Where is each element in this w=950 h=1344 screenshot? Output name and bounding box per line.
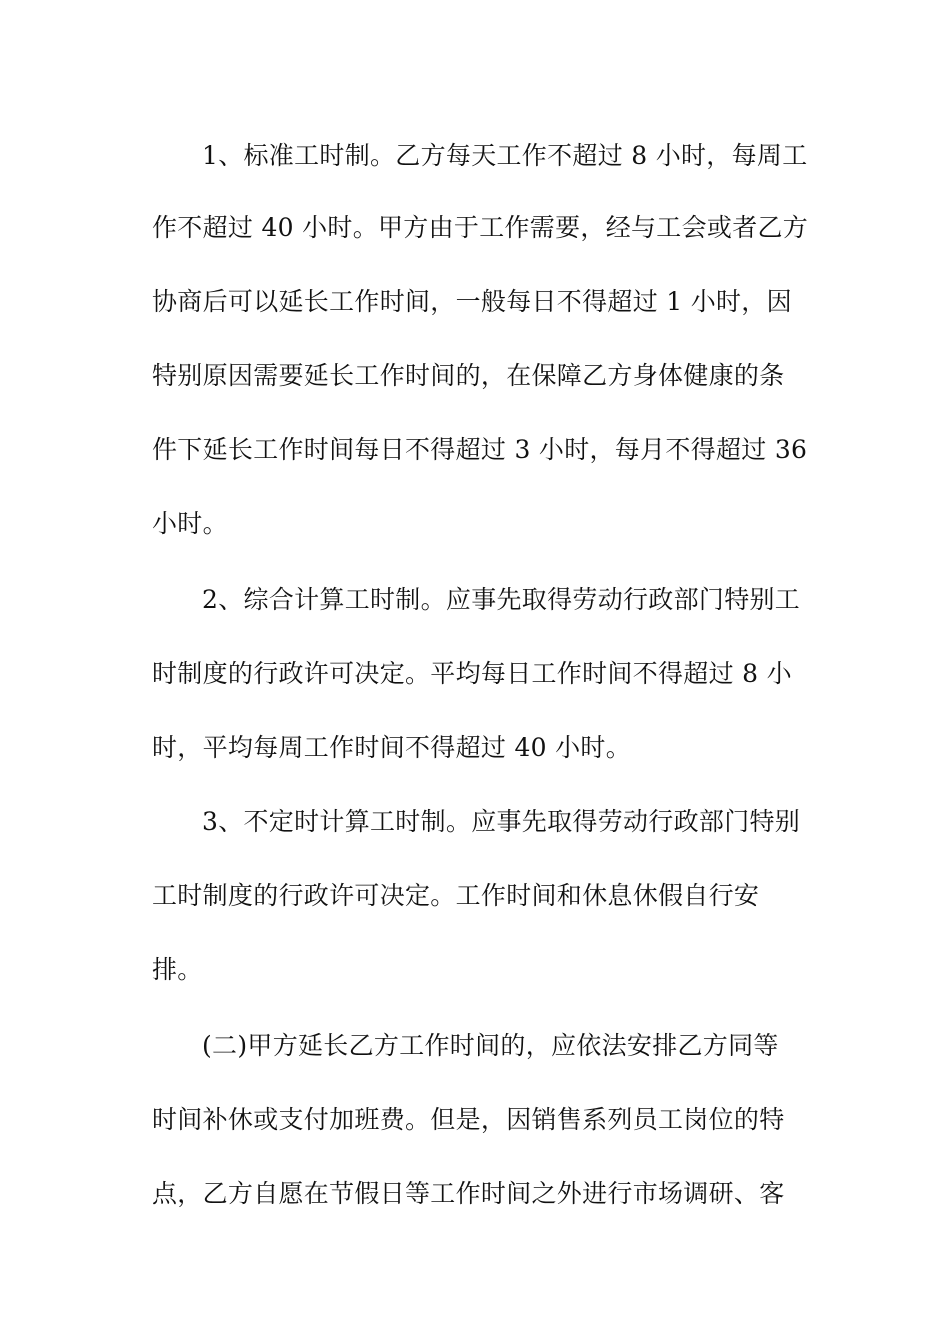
text-line-3: 协商后可以延长工作时间，一般每日不得超过 1 小时，因 xyxy=(152,287,792,316)
text-line-15: 点，乙方自愿在节假日等工作时间之外进行市场调研、客 xyxy=(152,1179,785,1208)
text-line-9: 时，平均每周工作时间不得超过 40 小时。 xyxy=(152,733,632,762)
text-line-13: (二)甲方延长乙方工作时间的，应依法安排乙方同等 xyxy=(202,1031,779,1060)
text-line-4: 特别原因需要延长工作时间的，在保障乙方身体健康的条 xyxy=(152,361,785,390)
text-line-14: 时间补休或支付加班费。但是，因销售系列员工岗位的特 xyxy=(152,1105,785,1134)
text-line-8: 时制度的行政许可决定。平均每日工作时间不得超过 8 小 xyxy=(152,659,792,688)
text-line-11: 工时制度的行政许可决定。工作时间和休息休假自行安 xyxy=(152,881,760,910)
text-line-7: 2、综合计算工时制。应事先取得劳动行政部门特别工 xyxy=(202,585,801,614)
text-line-12: 排。 xyxy=(152,955,203,984)
text-line-6: 小时。 xyxy=(152,509,228,538)
text-line-1: 1、标准工时制。乙方每天工作不超过 8 小时，每周工 xyxy=(202,141,808,170)
text-line-10: 3、不定时计算工时制。应事先取得劳动行政部门特别 xyxy=(202,807,801,836)
text-line-2: 作不超过 40 小时。甲方由于工作需要，经与工会或者乙方 xyxy=(152,213,809,242)
text-line-5: 件下延长工作时间每日不得超过 3 小时，每月不得超过 36 xyxy=(152,435,808,464)
